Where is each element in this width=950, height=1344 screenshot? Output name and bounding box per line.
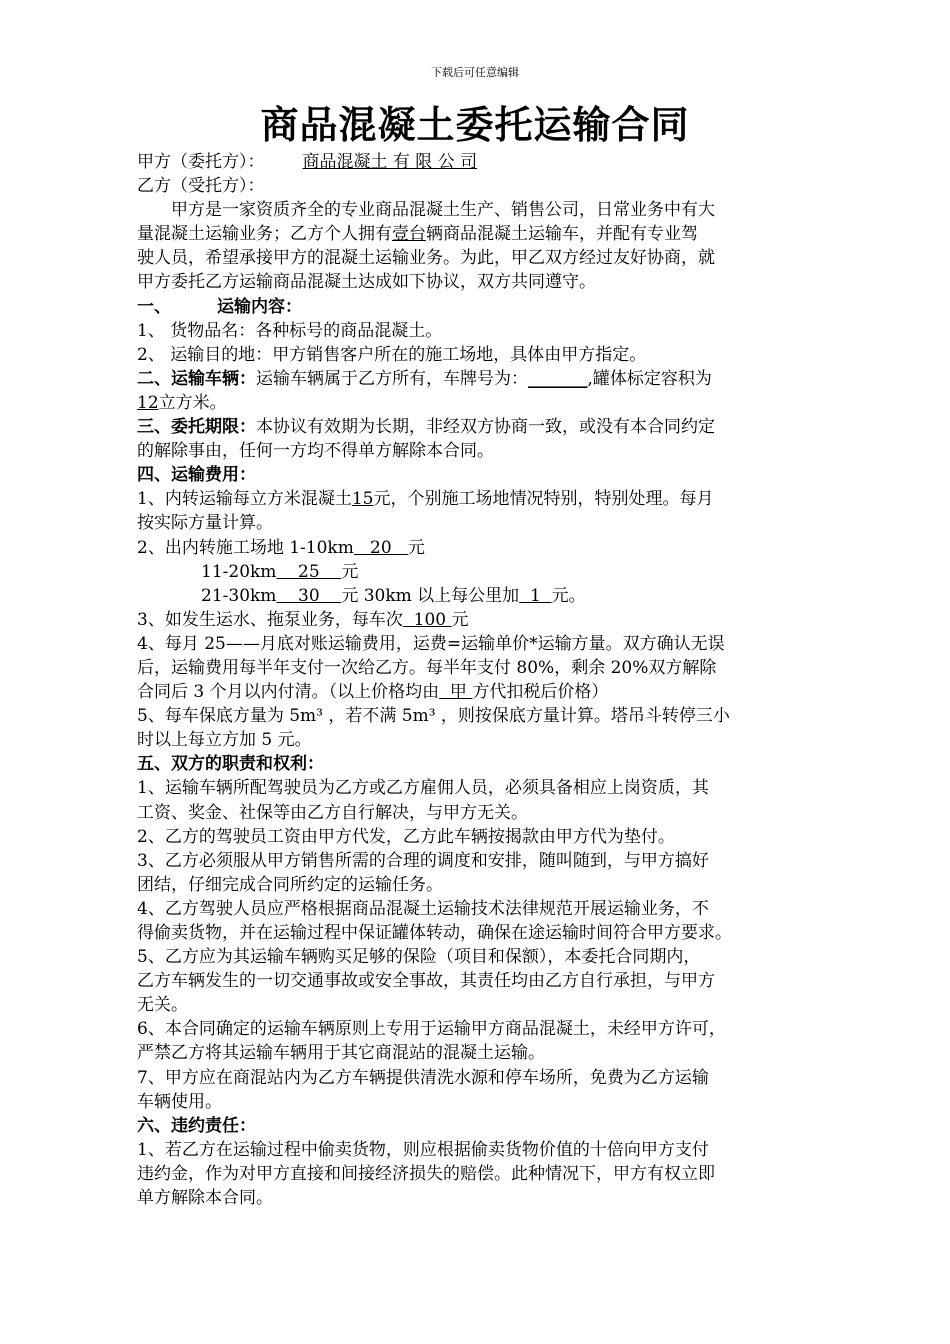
fee-per-km: 1 [519,585,552,606]
party-b-line: 乙方（受托方）： [137,176,265,197]
duty-line-12: 严禁乙方将其运输车辆用于其它商混站的混凝土运输。 [137,1043,545,1064]
section-1-heading: 一、 运输内容： [137,296,302,317]
fee-item-2b: 11-20km 25 元 [201,561,359,582]
section-2-line-1: 二、运输车辆：运输车辆属于乙方所有，车牌号为：_______,罐体标定容积为 [137,368,712,389]
duty-line-13: 7、甲方应在商混站内为乙方车辆提供清洗水源和停车场所，免费为乙方运输 [137,1067,709,1088]
fee-item-3: 3、如发生运水、拖泵业务，每车次 100 元 [137,609,469,630]
tank-capacity: 12 [137,392,159,413]
section-2-line-2: 12立方米。 [137,392,227,413]
breach-line-2: 违约金，作为对甲方直接和间接经济损失的赔偿。此种情况下，甲方有权立即 [137,1163,715,1184]
duty-line-6: 4、乙方驾驶人员应严格根据商品混凝土运输技术法律规范开展运输业务，不 [137,898,709,919]
duty-line-5: 团结，仔细完成合同所约定的运输任务。 [137,874,443,895]
header-note: 下载后可任意编辑 [431,66,519,79]
breach-line-1: 1、若乙方在运输过程中偷卖货物，则应根据偷卖货物价值的十倍向甲方支付 [137,1139,709,1160]
section-3-heading: 三、委托期限： [137,417,256,438]
party-a-label: 甲方（委托方）： [137,152,265,172]
fee-item-5: 5、每车保底方量为 5m³ ，若不满 5m³ ，则按保底方量计算。塔吊斗转停三小 [137,706,730,727]
fee-pump: 100 [402,609,452,630]
intro-line-1: 甲方是一家资质齐全的专业商品混凝土生产、销售公司，日常业务中有大 [171,200,715,221]
section-4-heading: 四、运输费用： [137,465,256,486]
section-1-item-1: 1、 货物品名：各种标号的商品混凝土。 [137,320,443,341]
duty-line-10: 无关。 [137,995,188,1016]
fee-item-1-cont: 按实际方量计算。 [137,513,273,534]
fee-21-30km: 30 [276,585,342,606]
contract-body [137,150,817,1210]
duty-line-4: 3、乙方必须服从甲方销售所需的合理的调度和安排，随叫随到，与甲方搞好 [137,850,709,871]
section-6-heading: 六、违约责任： [137,1115,256,1136]
section-1-item-2: 2、 运输目的地：甲方销售客户所在的施工场地，具体由甲方指定。 [137,344,647,365]
party-a-name: 商品混凝土 有 限 公 司 [302,152,478,172]
duty-line-9: 乙方车辆发生的一切交通事故或安全事故，其责任均由乙方自行承担，与甲方 [137,971,715,992]
vehicle-count: 壹台 [392,224,426,245]
duty-line-1: 1、运输车辆所配驾驶员为乙方或乙方雇佣人员，必须具备相应上岗资质，其 [137,778,709,799]
tax-party: 甲 [439,682,473,703]
duty-line-3: 2、乙方的驾驶员工资由甲方代发，乙方此车辆按揭款由甲方代为垫付。 [137,826,675,847]
section-5-heading: 五、双方的职责和权利： [137,754,324,775]
duty-line-2: 工资、奖金、社保等由乙方自行解决，与甲方无关。 [137,802,528,823]
intro-line-2: 量混凝土运输业务；乙方个人拥有壹台辆商品混凝土运输车，并配有专业驾 [137,224,698,245]
duty-line-8: 5、乙方应为其运输车辆购买足够的保险（项目和保额），本委托合同期内， [137,947,701,968]
fee-11-20km: 25 [276,561,342,582]
plate-number-blank: _______ [528,368,588,389]
fee-item-5-cont: 时以上每立方加 5 元。 [137,730,312,751]
intro-line-3: 驶人员，希望承接甲方的混凝土运输业务。为此，甲乙双方经过友好协商，就 [137,248,715,269]
duty-line-11: 6、本合同确定的运输车辆原则上专用于运输甲方商品混凝土，未经甲方许可， [137,1019,726,1040]
breach-line-3: 单方解除本合同。 [137,1188,273,1209]
section-3-line-2: 的解除事由，任何一方均不得单方解除本合同。 [137,441,494,462]
intro-line-4: 甲方委托乙方运输商品混凝土达成如下协议，双方共同遵守。 [137,272,596,293]
fee-item-2c: 21-30km 30 元 30km 以上每公里加 1 元。 [201,585,586,606]
fee-item-1: 1、内转运输每立方米混凝土15元，个别施工场地情况特别，特别处理。每月 [137,489,714,510]
fee-item-2: 2、出内转施工场地 1-10km 20 元 [137,537,425,558]
section-2-heading: 二、运输车辆： [137,368,256,389]
duty-line-14: 车辆使用。 [137,1091,222,1112]
fee-item-4-cont2: 合同后 3 个月以内付清。（以上价格均由 甲 方代扣税后价格） [137,682,609,703]
party-a-line [137,150,817,174]
section-3-line-1: 三、委托期限：本协议有效期为长期，非经双方协商一致，或没有本合同约定 [137,417,715,438]
fee-1-10km: 20 [353,537,408,558]
fee-item-4: 4、每月 25——月底对账运输费用，运费=运输单价*运输方量。双方确认无误 [137,633,725,654]
duty-line-7: 得偷卖货物，并在运输过程中保证罐体转动，确保在途运输时间符合甲方要求。 [137,923,732,943]
fee-per-cubic: 15 [351,489,374,510]
fee-item-4-cont: 后，运输费用每半年支付一次给乙方。每半年支付 80%，剩余 20%双方解除 [137,657,717,678]
contract-title: 商品混凝土委托运输合同 [260,102,690,147]
